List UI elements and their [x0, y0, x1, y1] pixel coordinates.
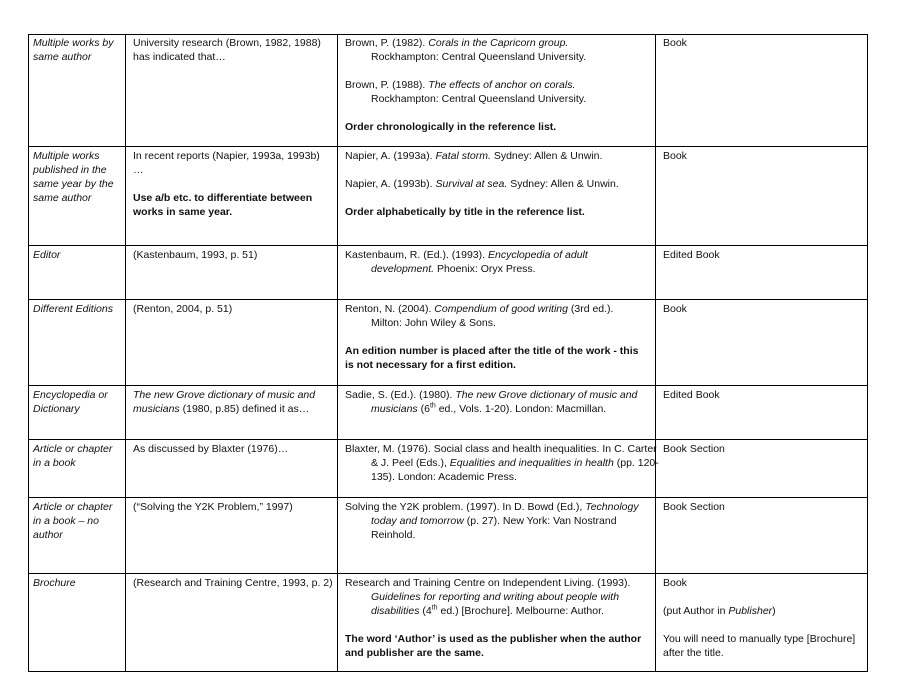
row-type: Multiple works by same author: [33, 37, 114, 63]
row-type: Brochure: [33, 577, 76, 589]
row-divider: [29, 573, 867, 574]
row-type: Article or chapter in a book: [33, 443, 113, 469]
row-note: Order alphabetically by title in the reference list.: [345, 206, 585, 218]
row-divider: [29, 497, 867, 498]
row-source-type: Book: [663, 303, 687, 315]
row-citation: (Kastenbaum, 1993, p. 51): [133, 249, 258, 261]
row-citation: (“Solving the Y2K Problem,” 1997): [133, 501, 293, 513]
row-type: Different Editions: [33, 303, 113, 315]
row-citation: University research (Brown, 1982, 1988) has indicated that…: [133, 37, 321, 63]
row-divider: [29, 245, 867, 246]
row-divider: [29, 439, 867, 440]
row-reference: Research and Training Centre on Independent Living. (1993). Guidelines for reporting and writing about people with disabilities (4th ed.) [Brochure]. Melbourne: Author. The word ‘Author’ is used as the publisher when the author and publisher are the same.: [345, 576, 649, 660]
source-note: (put Author in Publisher): [663, 605, 776, 617]
row-note: Order chronologically in the reference list.: [345, 121, 557, 133]
row-divider: [29, 146, 867, 147]
row-note: The word ‘Author’ is used as the publisher when the author and publisher are the same.: [345, 633, 642, 659]
row-reference: Napier, A. (1993a). Fatal storm. Sydney: Allen & Unwin. Napier, A. (1993b). Survival at sea. Sydney: Allen & Unwin. Order alphabetically by title in the reference list.: [345, 149, 649, 219]
row-source-type: Edited Book: [663, 389, 720, 401]
row-reference: Sadie, S. (Ed.). (1980). The new Grove dictionary of music and musicians (6th ed., Vols. 1-20). London: Macmillan.: [345, 389, 638, 415]
row-source-type: Book Section: [663, 443, 725, 455]
row-citation: (Renton, 2004, p. 51): [133, 303, 233, 315]
row-reference: Blaxter, M. (1976). Social class and health inequalities. In C. Carter & J. Peel (Eds.), Equalities and inequalities in health (pp. 120-135). London: Academic Press.: [345, 443, 659, 483]
row-source-type: Edited Book: [663, 249, 720, 261]
column-divider: [337, 35, 338, 671]
row-type: Article or chapter in a book – no author: [33, 501, 113, 541]
row-citation: As discussed by Blaxter (1976)…: [133, 443, 289, 455]
row-note: An edition number is placed after the title of the work - this is not necessary for a first edition.: [345, 345, 639, 371]
citation-note: Use a/b etc. to differentiate between works in same year.: [133, 192, 313, 218]
row-reference: Kastenbaum, R. (Ed.). (1993). Encyclopedia of adult development. Phoenix: Oryx Press.: [345, 249, 588, 275]
row-divider: [29, 299, 867, 300]
row-type: Multiple works published in the same year by the same author: [33, 150, 114, 204]
row-citation: (Research and Training Centre, 1993, p. 2): [133, 577, 333, 589]
row-reference: Brown, P. (1982). Corals in the Capricorn group. Rockhampton: Central Queensland University. Brown, P. (1988). The effects of anchor on corals. Rockhampton: Central Queensland University. Order chronologically in the reference list.: [345, 36, 649, 134]
reference-table: [28, 34, 868, 672]
row-type: Editor: [33, 249, 61, 261]
row-reference: Renton, N. (2004). Compendium of good writing (3rd ed.). Milton: John Wiley & Sons. An edition number is placed after the title of the work - this is not necessary for a first edition.: [345, 302, 649, 372]
row-source-type: Book (put Author in Publisher) You will need to manually type [Brochure] after the title.: [663, 576, 863, 660]
row-citation: The new Grove dictionary of music and musicians (1980, p.85) defined it as…: [133, 389, 316, 415]
row-source-type: Book: [663, 150, 687, 162]
row-citation: In recent reports (Napier, 1993a, 1993b) … Use a/b etc. to differentiate between works in same year.: [133, 149, 333, 219]
row-divider: [29, 385, 867, 386]
row-type: Encyclopedia or Dictionary: [33, 389, 108, 415]
source-note: You will need to manually type [Brochure] after the title.: [663, 633, 856, 659]
row-source-type: Book Section: [663, 501, 725, 513]
column-divider: [125, 35, 126, 671]
row-source-type: Book: [663, 37, 687, 49]
row-reference: Solving the Y2K problem. (1997). In D. Bowd (Ed.), Technology today and tomorrow (p. 27). New York: Van Nostrand Reinhold.: [345, 501, 639, 541]
